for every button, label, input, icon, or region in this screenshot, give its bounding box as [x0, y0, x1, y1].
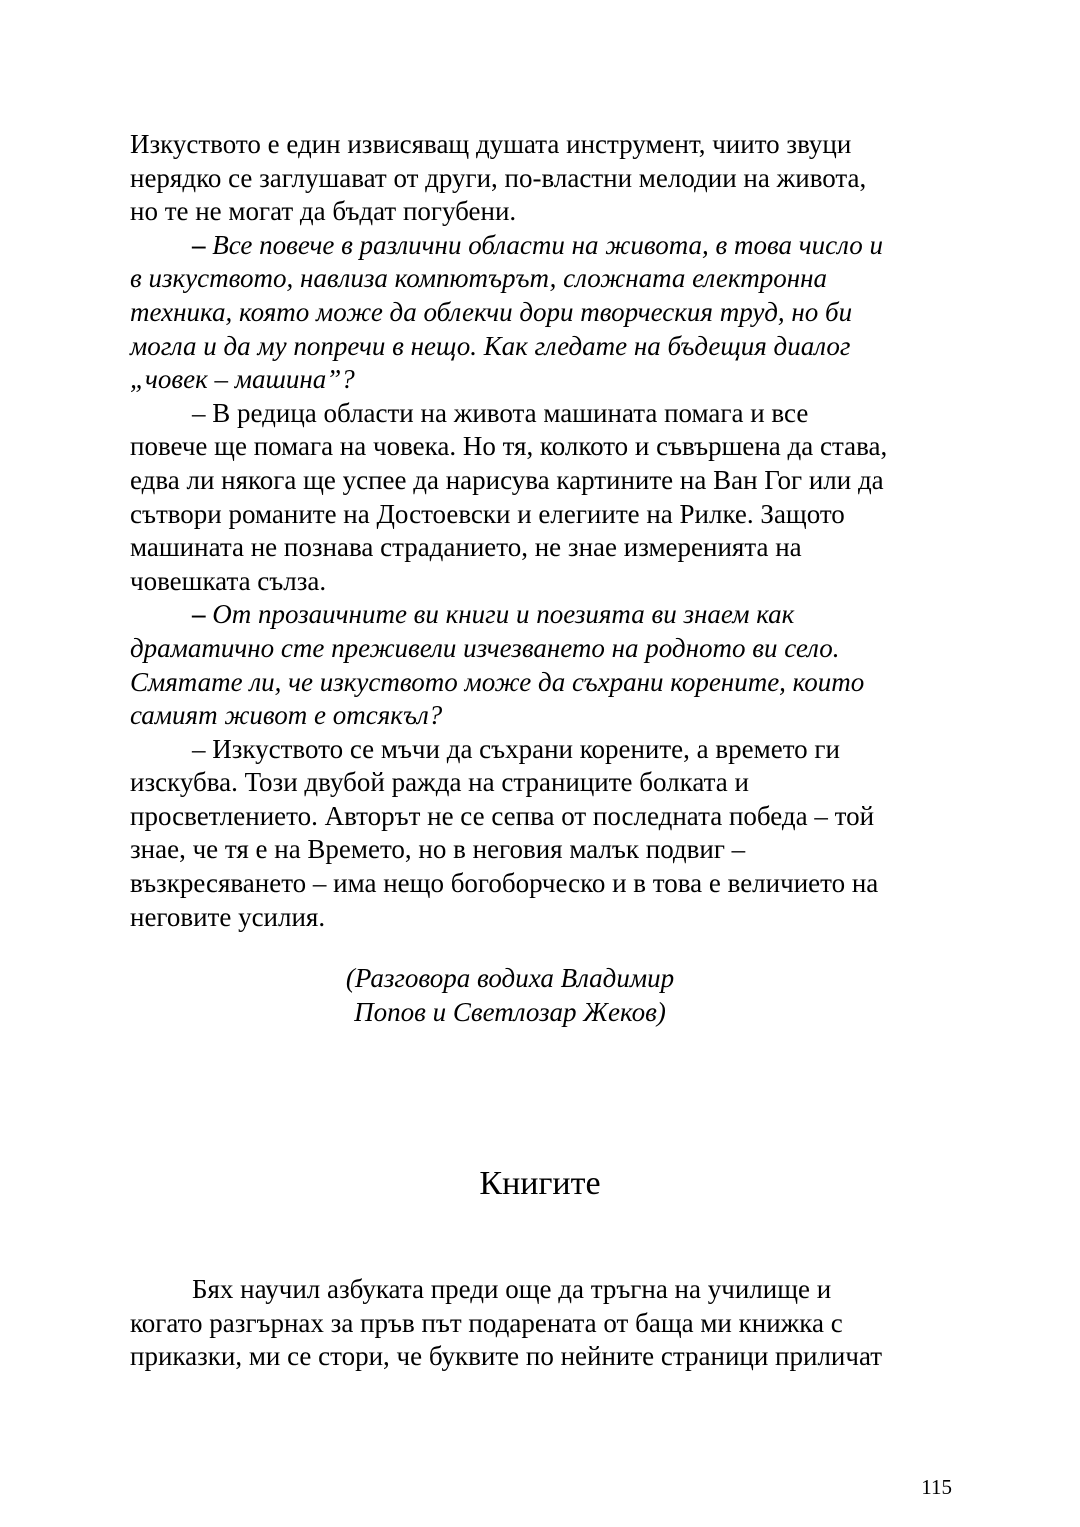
question-dash: –: [192, 229, 206, 260]
answer-line: – В редица области на живота машината помага и все: [192, 397, 809, 428]
answer-line: – Изкуството се мъчи да съхрани корените, а времето ги: [192, 733, 840, 764]
question-text: Все повече в различни области на живота, в това число и: [205, 229, 884, 260]
answer-line: просветлението. Авторът не се сепва от последната победа – той: [130, 800, 875, 831]
question-line: „човек – машина”?: [130, 364, 355, 395]
question-line: в изкуството, навлиза компютърът, сложната електронна: [130, 263, 827, 294]
credit-line: (Разговора водиха Владимир: [345, 963, 675, 993]
question-line: могла и да му попречи в нещо. Как гледате на бъдещия диалог: [130, 330, 851, 361]
answer-line: човешката сълза.: [130, 565, 327, 596]
interview-credit: [0, 962, 1020, 1029]
answer-line: неговите усилия.: [130, 901, 326, 932]
text-line: Бях научил азбуката преди още да тръгна на училище и: [192, 1274, 832, 1304]
answer-line: повече ще помага на човека. Но тя, колкото и съвършена да става,: [130, 431, 888, 462]
text-line: но те не могат да бъдат погубени.: [130, 196, 517, 227]
chapter-text: [130, 1273, 952, 1374]
question-line: драматично сте преживели изчезването на родното ви село.: [130, 632, 840, 663]
text-line: нерядко се заглушават от други, по-властни мелодии на живота,: [130, 162, 867, 193]
text-line: Изкуството е един извисяващ душата инструмент, чиито звуци: [130, 129, 852, 159]
answer-line: изскубва. Този двубой ражда на страниците болката и: [130, 767, 749, 798]
answer-line: възкресяването – има нещо богоборческо и в това е величието на: [130, 868, 879, 899]
chapter-title: Книгите: [479, 1165, 601, 1202]
answer-line: машината не познава страданието, не знае измеренията на: [130, 532, 802, 563]
interview-text: [130, 128, 952, 934]
text-line: приказки, ми се стори, че буквите по нейните страници приличат: [130, 1341, 883, 1372]
question-text: От прозаичните ви книги и поезията ви знаем как: [205, 599, 795, 630]
question-line: Смятате ли, че изкуството може да съхрани корените, които: [130, 666, 865, 697]
question-line: самият живот е отсякъл?: [130, 700, 443, 731]
question-line: [130, 229, 952, 263]
answer-line: знае, че тя е на Времето, но в неговия малък подвиг –: [130, 834, 746, 865]
question-line: техника, която може да облекчи дори творческия труд, но би: [130, 296, 853, 327]
page-number: 115: [921, 1475, 952, 1499]
text-line: когато разгърнах за пръв път подарената от баща ми книжка с: [130, 1307, 843, 1338]
answer-line: сътвори романите на Достоевски и елегиите на Рилке. Защото: [130, 498, 845, 529]
credit-line: Попов и Светлозар Жеков): [354, 996, 666, 1027]
answer-line: едва ли някога ще успее да нарисува картините на Ван Гог или да: [130, 464, 884, 495]
question-dash: –: [192, 599, 206, 630]
question-line: [130, 598, 952, 632]
